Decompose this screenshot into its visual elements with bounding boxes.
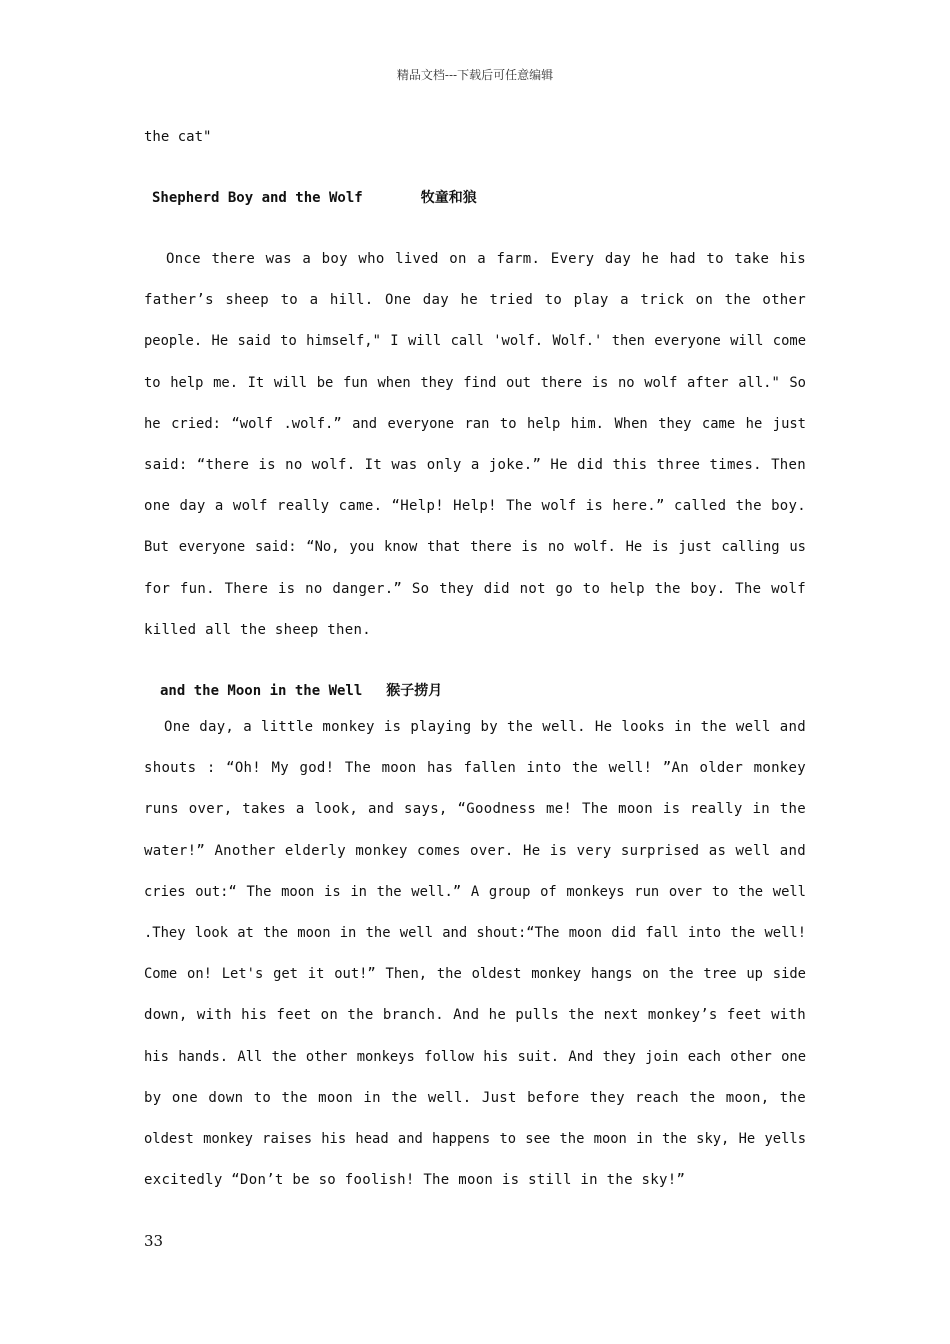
paragraph-line: One day, a little monkey is playing by the well. He looks in the well and	[164, 719, 806, 735]
paragraph-line: killed all the sheep then.	[144, 621, 371, 638]
paragraph-line: water!” Another elderly monkey comes over. He is very surprised as well and	[144, 842, 806, 859]
story1-title-cn: 牧童和狼	[420, 190, 477, 206]
continuation-text: the cat"	[144, 129, 212, 145]
paragraph-line: shouts : “Oh! My god! The moon has fallen into the well! ”An older monkey	[144, 760, 806, 777]
paragraph-line: to help me. It will be fun when they find out there is no wolf after all." So	[144, 374, 806, 391]
paragraph-line: cries out:“ The moon is in the well.” A group of monkeys run over to the well	[144, 883, 806, 900]
paragraph-line: by one down to the moon in the well. Just before they reach the moon, the	[144, 1089, 806, 1106]
paragraph-line: excitedly “Don’t be so foolish! The moon is still in the sky!”	[144, 1172, 686, 1189]
story2-title-cn: 猴子捞月	[386, 683, 443, 699]
paragraph-line: people. He said to himself," I will call 'wolf. Wolf.' then everyone will come	[144, 333, 806, 350]
paragraph-line: oldest monkey raises his head and happens to see the moon in the sky, He yells	[144, 1130, 806, 1147]
paragraph-line: said: “there is no wolf. It was only a joke.” He did this three times. Then	[144, 456, 806, 473]
paragraph-line: down, with his feet on the branch. And he pulls the next monkey’s feet with	[144, 1007, 806, 1024]
paragraph-line: Come on! Let's get it out!” Then, the oldest monkey hangs on the tree up side	[144, 966, 806, 983]
paragraph-line: But everyone said: “No, you know that there is no wolf. He is just calling us	[144, 539, 806, 556]
story2-title-en: and the Moon in the Well	[160, 683, 363, 699]
paragraph-line: .They look at the moon in the well and shout:“The moon did fall into the well!	[144, 924, 806, 941]
page-number: 33	[144, 1232, 164, 1250]
paragraph-line: Once there was a boy who lived on a farm. Every day he had to take his	[166, 251, 806, 267]
paragraph-line: for fun. There is no danger.” So they did not go to help the boy. The wolf	[144, 580, 806, 597]
paragraph-line: he cried: “wolf .wolf.” and everyone ran to help him. When they came he just	[144, 415, 806, 432]
paragraph-line: his hands. All the other monkeys follow his suit. And they join each other one	[144, 1048, 806, 1065]
paragraph-line: father’s sheep to a hill. One day he tried to play a trick on the other	[144, 292, 806, 309]
story2-heading	[160, 680, 442, 702]
story1-heading	[152, 187, 477, 209]
story2-body	[144, 716, 806, 1210]
story1-body	[144, 248, 806, 660]
paragraph-line: runs over, takes a look, and says, “Goodness me! The moon is really in the	[144, 801, 806, 818]
page-header: 精品文档---下载后可任意编辑	[396, 68, 554, 82]
paragraph-line: one day a wolf really came. “Help! Help! The wolf is here.” called the boy.	[144, 498, 806, 515]
story1-title-en: Shepherd Boy and the Wolf	[152, 190, 363, 206]
